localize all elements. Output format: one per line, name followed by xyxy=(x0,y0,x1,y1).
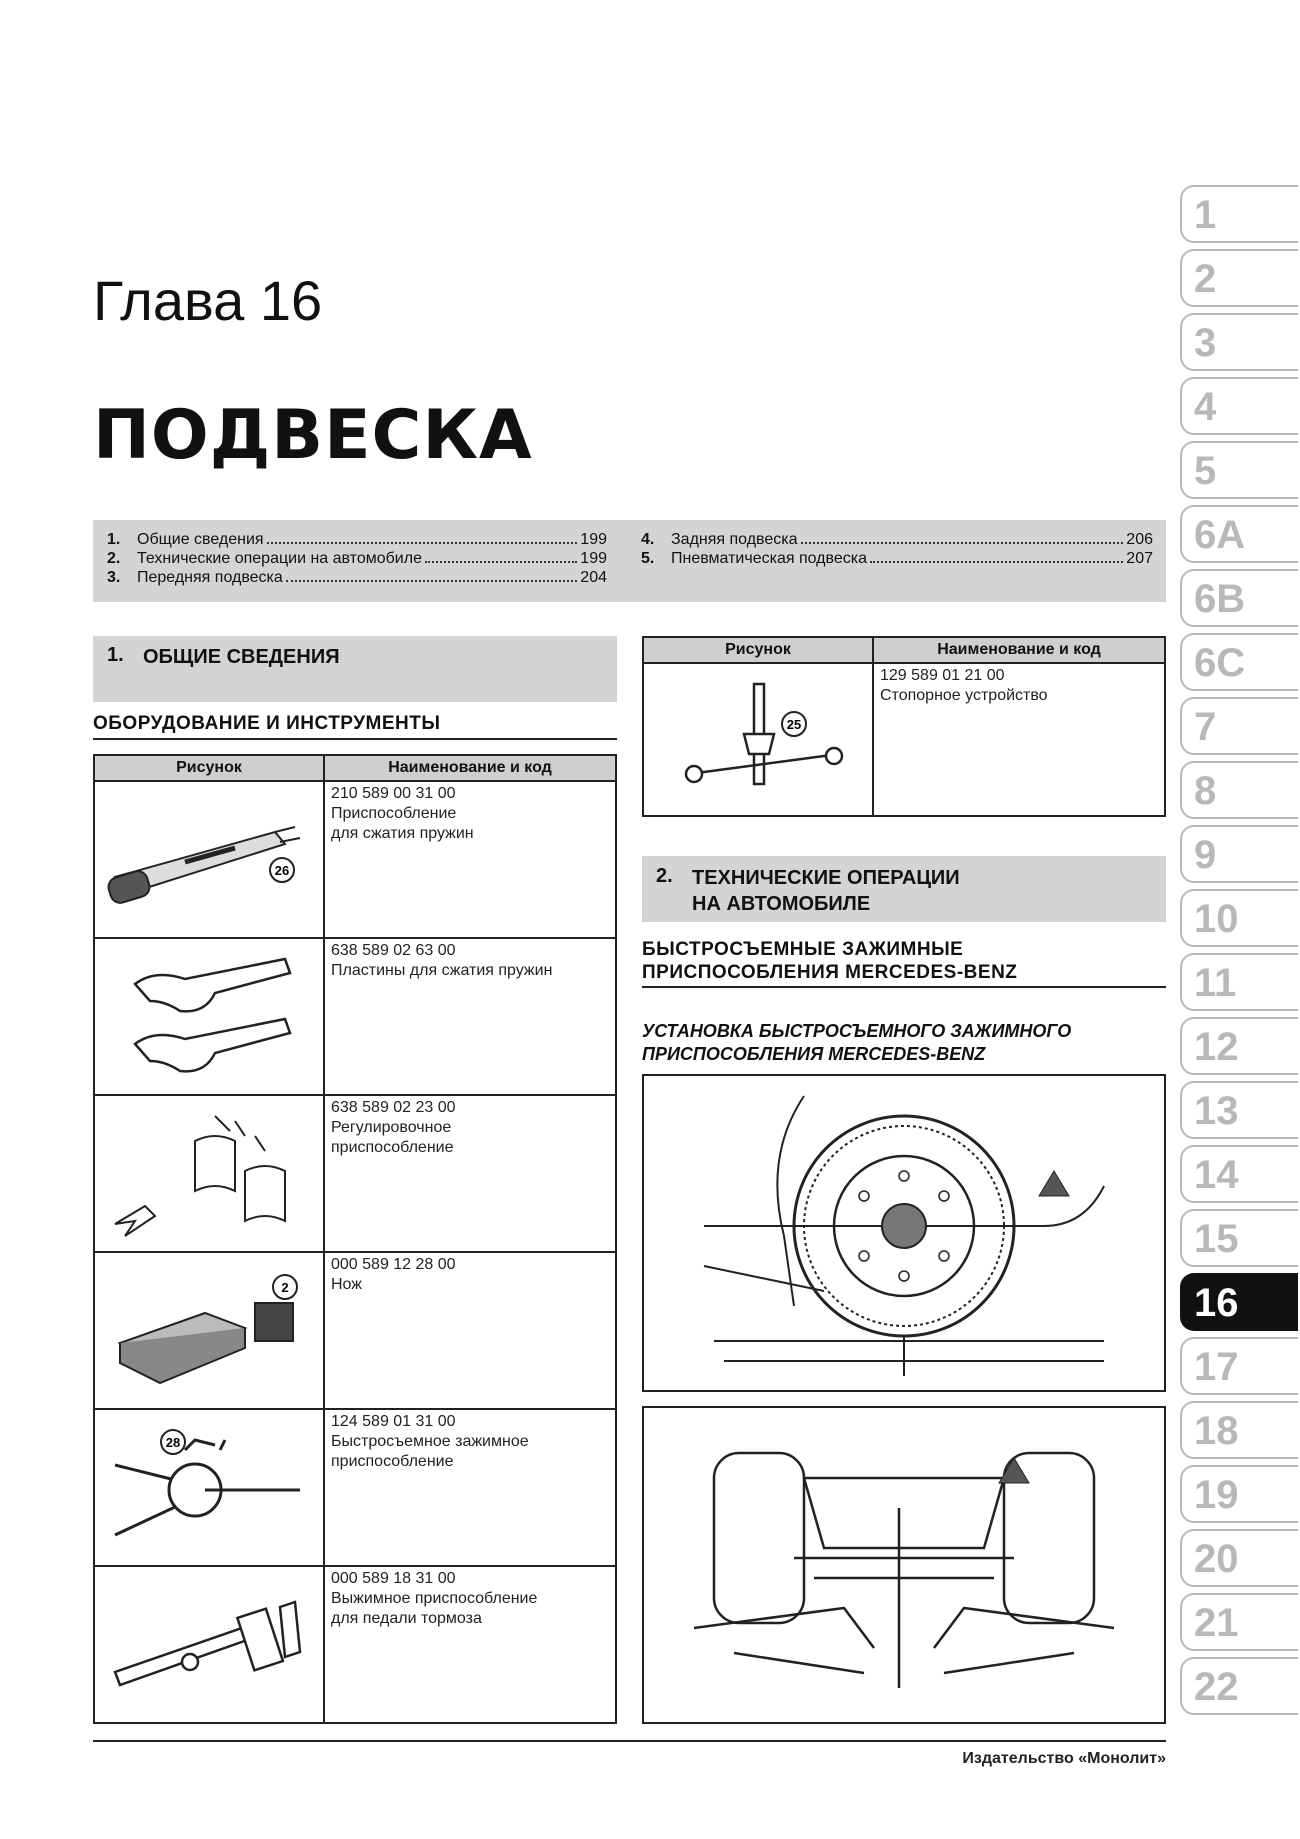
tool-code: 210 589 00 31 00 xyxy=(331,785,456,802)
adjustment-tool-icon xyxy=(95,1096,323,1246)
contents-number: 3. xyxy=(107,569,121,586)
table-row xyxy=(94,1252,616,1409)
tab-18[interactable]: 18 xyxy=(1180,1401,1298,1459)
name-column-header: Наименование и код xyxy=(324,755,616,781)
section-title: ОБЩИЕ СВЕДЕНИЯ xyxy=(143,646,340,668)
tab-20[interactable]: 20 xyxy=(1180,1529,1298,1587)
axle-clamp-illustration xyxy=(644,1408,1164,1722)
chapter-title: ПОДВЕСКА xyxy=(93,396,533,475)
tool-figure xyxy=(94,938,324,1095)
tab-2[interactable]: 2 xyxy=(1180,249,1298,307)
tool-code: 124 589 01 31 00 xyxy=(331,1413,456,1430)
table-row xyxy=(94,1095,616,1252)
section-number: 1. xyxy=(107,644,124,666)
section-2-header xyxy=(642,856,1166,922)
contents-page: 207 xyxy=(1126,550,1153,567)
contents-entry[interactable] xyxy=(107,530,607,549)
tab-1[interactable]: 1 xyxy=(1180,185,1298,243)
tab-7[interactable]: 7 xyxy=(1180,697,1298,755)
tool-code: 000 589 18 31 00 xyxy=(331,1570,456,1587)
tab-12[interactable]: 12 xyxy=(1180,1017,1298,1075)
contents-leader xyxy=(267,530,578,544)
tab-10[interactable]: 10 xyxy=(1180,889,1298,947)
tool-info xyxy=(324,781,616,938)
tool-name: Приспособление для сжатия пружин xyxy=(331,805,474,842)
contents-entry[interactable] xyxy=(107,549,607,568)
tab-3[interactable]: 3 xyxy=(1180,313,1298,371)
contents-column-right xyxy=(641,530,1153,568)
section-title: ТЕХНИЧЕСКИЕ ОПЕРАЦИИ xyxy=(692,867,960,889)
contents-entry[interactable] xyxy=(107,568,607,587)
tool-name: Быстросъемное зажимное приспособление xyxy=(331,1433,529,1470)
contents-page: 206 xyxy=(1126,531,1153,548)
table-row xyxy=(94,1566,616,1723)
contents-number: 4. xyxy=(641,531,655,548)
table-row xyxy=(643,663,1165,816)
table-row xyxy=(94,1409,616,1566)
contents-title: Задняя подвеска xyxy=(671,531,798,548)
wheel-clamp-illustration xyxy=(644,1076,1164,1390)
tool-info xyxy=(324,1566,616,1723)
table-row xyxy=(94,781,616,938)
warning-triangle-icon xyxy=(1039,1171,1069,1196)
tool-name: Стопорное устройство xyxy=(880,687,1048,704)
heading-rule xyxy=(93,738,617,740)
contents-leader xyxy=(870,549,1123,563)
tab-15[interactable]: 15 xyxy=(1180,1209,1298,1267)
contents-page: 199 xyxy=(580,550,607,567)
figure-badge-label: 25 xyxy=(786,717,802,732)
section-number: 2. xyxy=(656,865,673,887)
tool-name: Регулировочное приспособление xyxy=(331,1119,454,1156)
tab-22[interactable]: 22 xyxy=(1180,1657,1298,1715)
contents-title: Технические операции на автомобиле xyxy=(137,550,422,567)
tab-19[interactable]: 19 xyxy=(1180,1465,1298,1523)
figure-badge-label: 28 xyxy=(165,1435,181,1450)
contents-leader xyxy=(801,530,1124,544)
tool-code: 000 589 12 28 00 xyxy=(331,1256,456,1273)
tab-6b[interactable]: 6B xyxy=(1180,569,1298,627)
compression-plates-icon xyxy=(95,939,323,1089)
name-column-header: Наименование и код xyxy=(873,637,1165,663)
tab-4[interactable]: 4 xyxy=(1180,377,1298,435)
installation-caption-line2: ПРИСПОСОБЛЕНИЯ MERCEDES-BENZ xyxy=(642,1044,986,1064)
brake-pedal-tool-icon xyxy=(95,1567,323,1717)
equipment-heading: ОБОРУДОВАНИЕ И ИНСТРУМЕНТЫ xyxy=(93,713,441,734)
heading-rule xyxy=(642,986,1166,988)
publisher-footer: Издательство «Монолит» xyxy=(962,1750,1166,1767)
contents-leader xyxy=(425,549,577,563)
tool-figure xyxy=(94,1566,324,1723)
contents-leader xyxy=(286,568,577,582)
tool-figure xyxy=(643,663,873,816)
installation-caption: УСТАНОВКА БЫСТРОСЪЕМНОГО ЗАЖИМНОГО xyxy=(642,1021,1072,1041)
tab-13[interactable]: 13 xyxy=(1180,1081,1298,1139)
tool-info xyxy=(873,663,1165,816)
tab-21[interactable]: 21 xyxy=(1180,1593,1298,1651)
chapter-label: Глава 16 xyxy=(93,269,323,332)
contents-page: 199 xyxy=(580,531,607,548)
wheel-install-figure xyxy=(642,1074,1166,1392)
locking-device-icon xyxy=(644,664,872,812)
axle-clamp-figure xyxy=(642,1406,1166,1724)
tool-code: 129 589 01 21 00 xyxy=(880,667,1005,684)
contents-title: Пневматическая подвеска xyxy=(671,550,867,567)
tab-8[interactable]: 8 xyxy=(1180,761,1298,819)
figure-badge-label: 26 xyxy=(274,863,290,878)
tool-info xyxy=(324,1252,616,1409)
figure-column-header: Рисунок xyxy=(643,637,873,663)
tab-6a[interactable]: 6A xyxy=(1180,505,1298,563)
warning-triangle-icon xyxy=(999,1458,1029,1483)
section-title-line2: НА АВТОМОБИЛЕ xyxy=(692,893,871,915)
contents-number: 2. xyxy=(107,550,121,567)
contents-entry[interactable] xyxy=(641,549,1153,568)
tab-6c[interactable]: 6C xyxy=(1180,633,1298,691)
tool-figure xyxy=(94,781,324,938)
knife-tool-icon xyxy=(95,1253,323,1403)
tab-14[interactable]: 14 xyxy=(1180,1145,1298,1203)
table-row xyxy=(94,938,616,1095)
tool-name: Выжимное приспособление для педали тормоза xyxy=(331,1590,538,1627)
footer-rule xyxy=(93,1740,1166,1742)
contents-title: Передняя подвеска xyxy=(137,569,283,586)
quick-clamp-icon xyxy=(95,1410,323,1560)
tool-info xyxy=(324,1409,616,1566)
tool-figure xyxy=(94,1252,324,1409)
tool-name: Пластины для сжатия пружин xyxy=(331,962,553,979)
spring-compressor-icon xyxy=(95,782,323,932)
tab-5[interactable]: 5 xyxy=(1180,441,1298,499)
tool-code: 638 589 02 63 00 xyxy=(331,942,456,959)
tool-info xyxy=(324,1095,616,1252)
clamps-heading-line2: ПРИСПОСОБЛЕНИЯ MERCEDES-BENZ xyxy=(642,962,1018,983)
tool-info xyxy=(324,938,616,1095)
locking-device-table xyxy=(642,636,1166,817)
contents-entry[interactable] xyxy=(641,530,1153,549)
tool-code: 638 589 02 23 00 xyxy=(331,1099,456,1116)
clamps-heading: БЫСТРОСЪЕМНЫЕ ЗАЖИМНЫЕ xyxy=(642,939,964,960)
contents-box xyxy=(93,520,1166,602)
contents-column-left xyxy=(107,530,607,587)
contents-title: Общие сведения xyxy=(137,531,264,548)
contents-number: 5. xyxy=(641,550,655,567)
tab-16[interactable]: 16 xyxy=(1180,1273,1298,1331)
tab-9[interactable]: 9 xyxy=(1180,825,1298,883)
tools-table xyxy=(93,754,617,1724)
section-1-header xyxy=(93,636,617,702)
tool-figure xyxy=(94,1409,324,1566)
figure-column-header: Рисунок xyxy=(94,755,324,781)
contents-number: 1. xyxy=(107,531,121,548)
contents-page: 204 xyxy=(580,569,607,586)
figure-badge-label: 2 xyxy=(281,1280,289,1295)
tool-name: Нож xyxy=(331,1276,362,1293)
tab-11[interactable]: 11 xyxy=(1180,953,1298,1011)
tab-17[interactable]: 17 xyxy=(1180,1337,1298,1395)
tool-figure xyxy=(94,1095,324,1252)
